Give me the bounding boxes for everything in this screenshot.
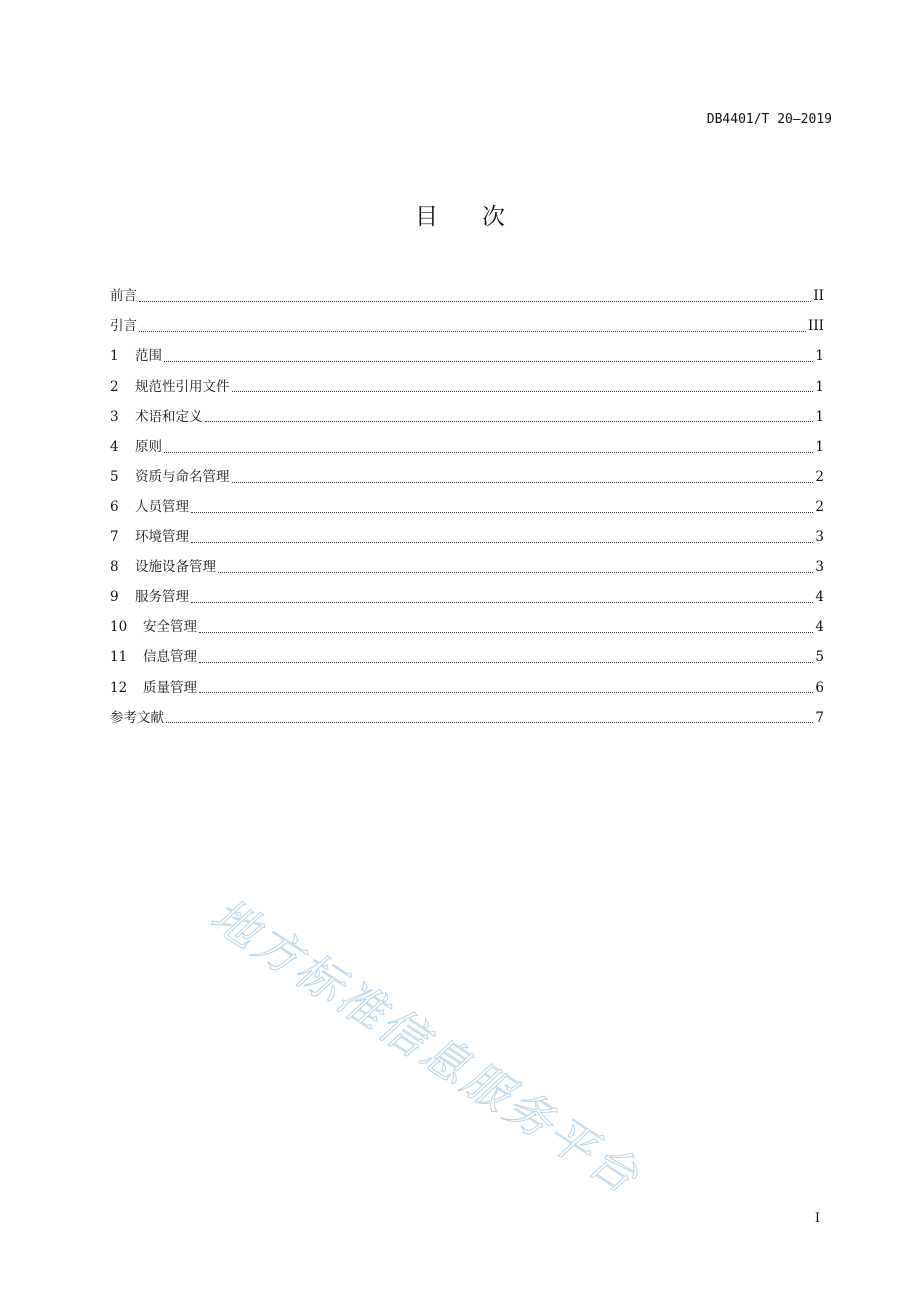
toc-entry-number: 9: [110, 589, 119, 606]
toc-entry-page: 7: [815, 709, 824, 726]
toc-entry-4[interactable]: [110, 432, 824, 462]
toc-entry-10[interactable]: [110, 613, 824, 643]
toc-entry-label: 信息管理: [143, 649, 197, 666]
toc-entry-number: 1: [110, 348, 119, 365]
toc-entry-8[interactable]: [110, 553, 824, 583]
toc-entry-label: 前言: [110, 288, 137, 305]
toc-leader-dots: [166, 721, 813, 723]
toc-entry-label: 设施设备管理: [135, 559, 216, 576]
toc-entry-6[interactable]: [110, 493, 824, 523]
toc-entry-label: 术语和定义: [135, 408, 203, 425]
toc-entry-number: 10: [110, 619, 128, 636]
toc-leader-dots: [164, 360, 813, 362]
toc-entry-label: 人员管理: [135, 498, 189, 515]
toc-entry-number: 7: [110, 529, 119, 546]
toc-entry-1[interactable]: [110, 342, 824, 372]
toc-entry-page: 6: [815, 679, 824, 696]
toc-leader-dots: [218, 571, 813, 573]
toc-entry-number: 8: [110, 559, 119, 576]
watermark: 地方标准信息服务平台: [201, 887, 651, 1206]
toc-entry-page: 1: [815, 438, 824, 455]
toc-entry-number: 3: [110, 408, 119, 425]
toc-entry-number: 6: [110, 498, 119, 515]
toc-entry-page: 3: [815, 559, 824, 576]
toc-entry-page: 4: [815, 589, 824, 606]
toc-entry-page: 4: [815, 619, 824, 636]
toc-entry-label: 规范性引用文件: [135, 378, 230, 395]
toc-entry-label: 资质与命名管理: [135, 468, 230, 485]
toc-entry-page: 3: [815, 529, 824, 546]
toc-entry-number: 12: [110, 679, 128, 696]
toc-entry-label: 质量管理: [143, 679, 197, 696]
toc-entry-page: III: [808, 318, 824, 335]
toc-leader-dots: [199, 631, 813, 633]
toc-entry-page: 1: [815, 408, 824, 425]
toc-entry-page: 1: [815, 348, 824, 365]
toc-leader-dots: [232, 481, 814, 483]
toc-entry-label: 环境管理: [135, 529, 189, 546]
toc-entry-page: II: [813, 288, 824, 305]
toc-leader-dots: [232, 390, 814, 392]
page-number: I: [814, 1211, 820, 1226]
toc-leader-dots: [164, 451, 813, 453]
toc-leader-dots: [191, 511, 813, 513]
toc-leader-dots: [139, 330, 806, 332]
toc-entry-number: 11: [110, 649, 128, 666]
toc-entry-label: 引言: [110, 318, 137, 335]
toc-entry-page: 2: [815, 468, 824, 485]
toc-leader-dots: [191, 601, 813, 603]
toc-entry-foreword[interactable]: [110, 282, 824, 312]
toc-entry-7[interactable]: [110, 523, 824, 553]
toc-entry-number: 5: [110, 468, 119, 485]
toc-entry-label: 原则: [135, 438, 162, 455]
toc-entry-label: 安全管理: [143, 619, 197, 636]
toc-leader-dots: [199, 691, 813, 693]
document-code: DB4401/T 20—2019: [706, 112, 832, 127]
toc-entry-label: 服务管理: [135, 589, 189, 606]
toc-leader-dots: [205, 420, 814, 422]
table-of-contents: [110, 282, 824, 733]
toc-leader-dots: [139, 300, 811, 302]
toc-entry-page: 1: [815, 378, 824, 395]
toc-entry-11[interactable]: [110, 643, 824, 673]
toc-entry-9[interactable]: [110, 583, 824, 613]
toc-leader-dots: [199, 661, 813, 663]
toc-entry-references[interactable]: [110, 703, 824, 733]
toc-title: 目次: [415, 204, 549, 230]
toc-entry-number: 4: [110, 438, 119, 455]
toc-entry-label: 范围: [135, 348, 162, 365]
toc-entry-page: 2: [815, 498, 824, 515]
toc-entry-introduction[interactable]: [110, 312, 824, 342]
toc-entry-5[interactable]: [110, 463, 824, 493]
toc-entry-number: 2: [110, 378, 119, 395]
toc-entry-12[interactable]: [110, 673, 824, 703]
toc-entry-page: 5: [815, 649, 824, 666]
toc-leader-dots: [191, 541, 813, 543]
toc-entry-2[interactable]: [110, 372, 824, 402]
toc-entry-label: 参考文献: [110, 709, 164, 726]
toc-entry-3[interactable]: [110, 402, 824, 432]
